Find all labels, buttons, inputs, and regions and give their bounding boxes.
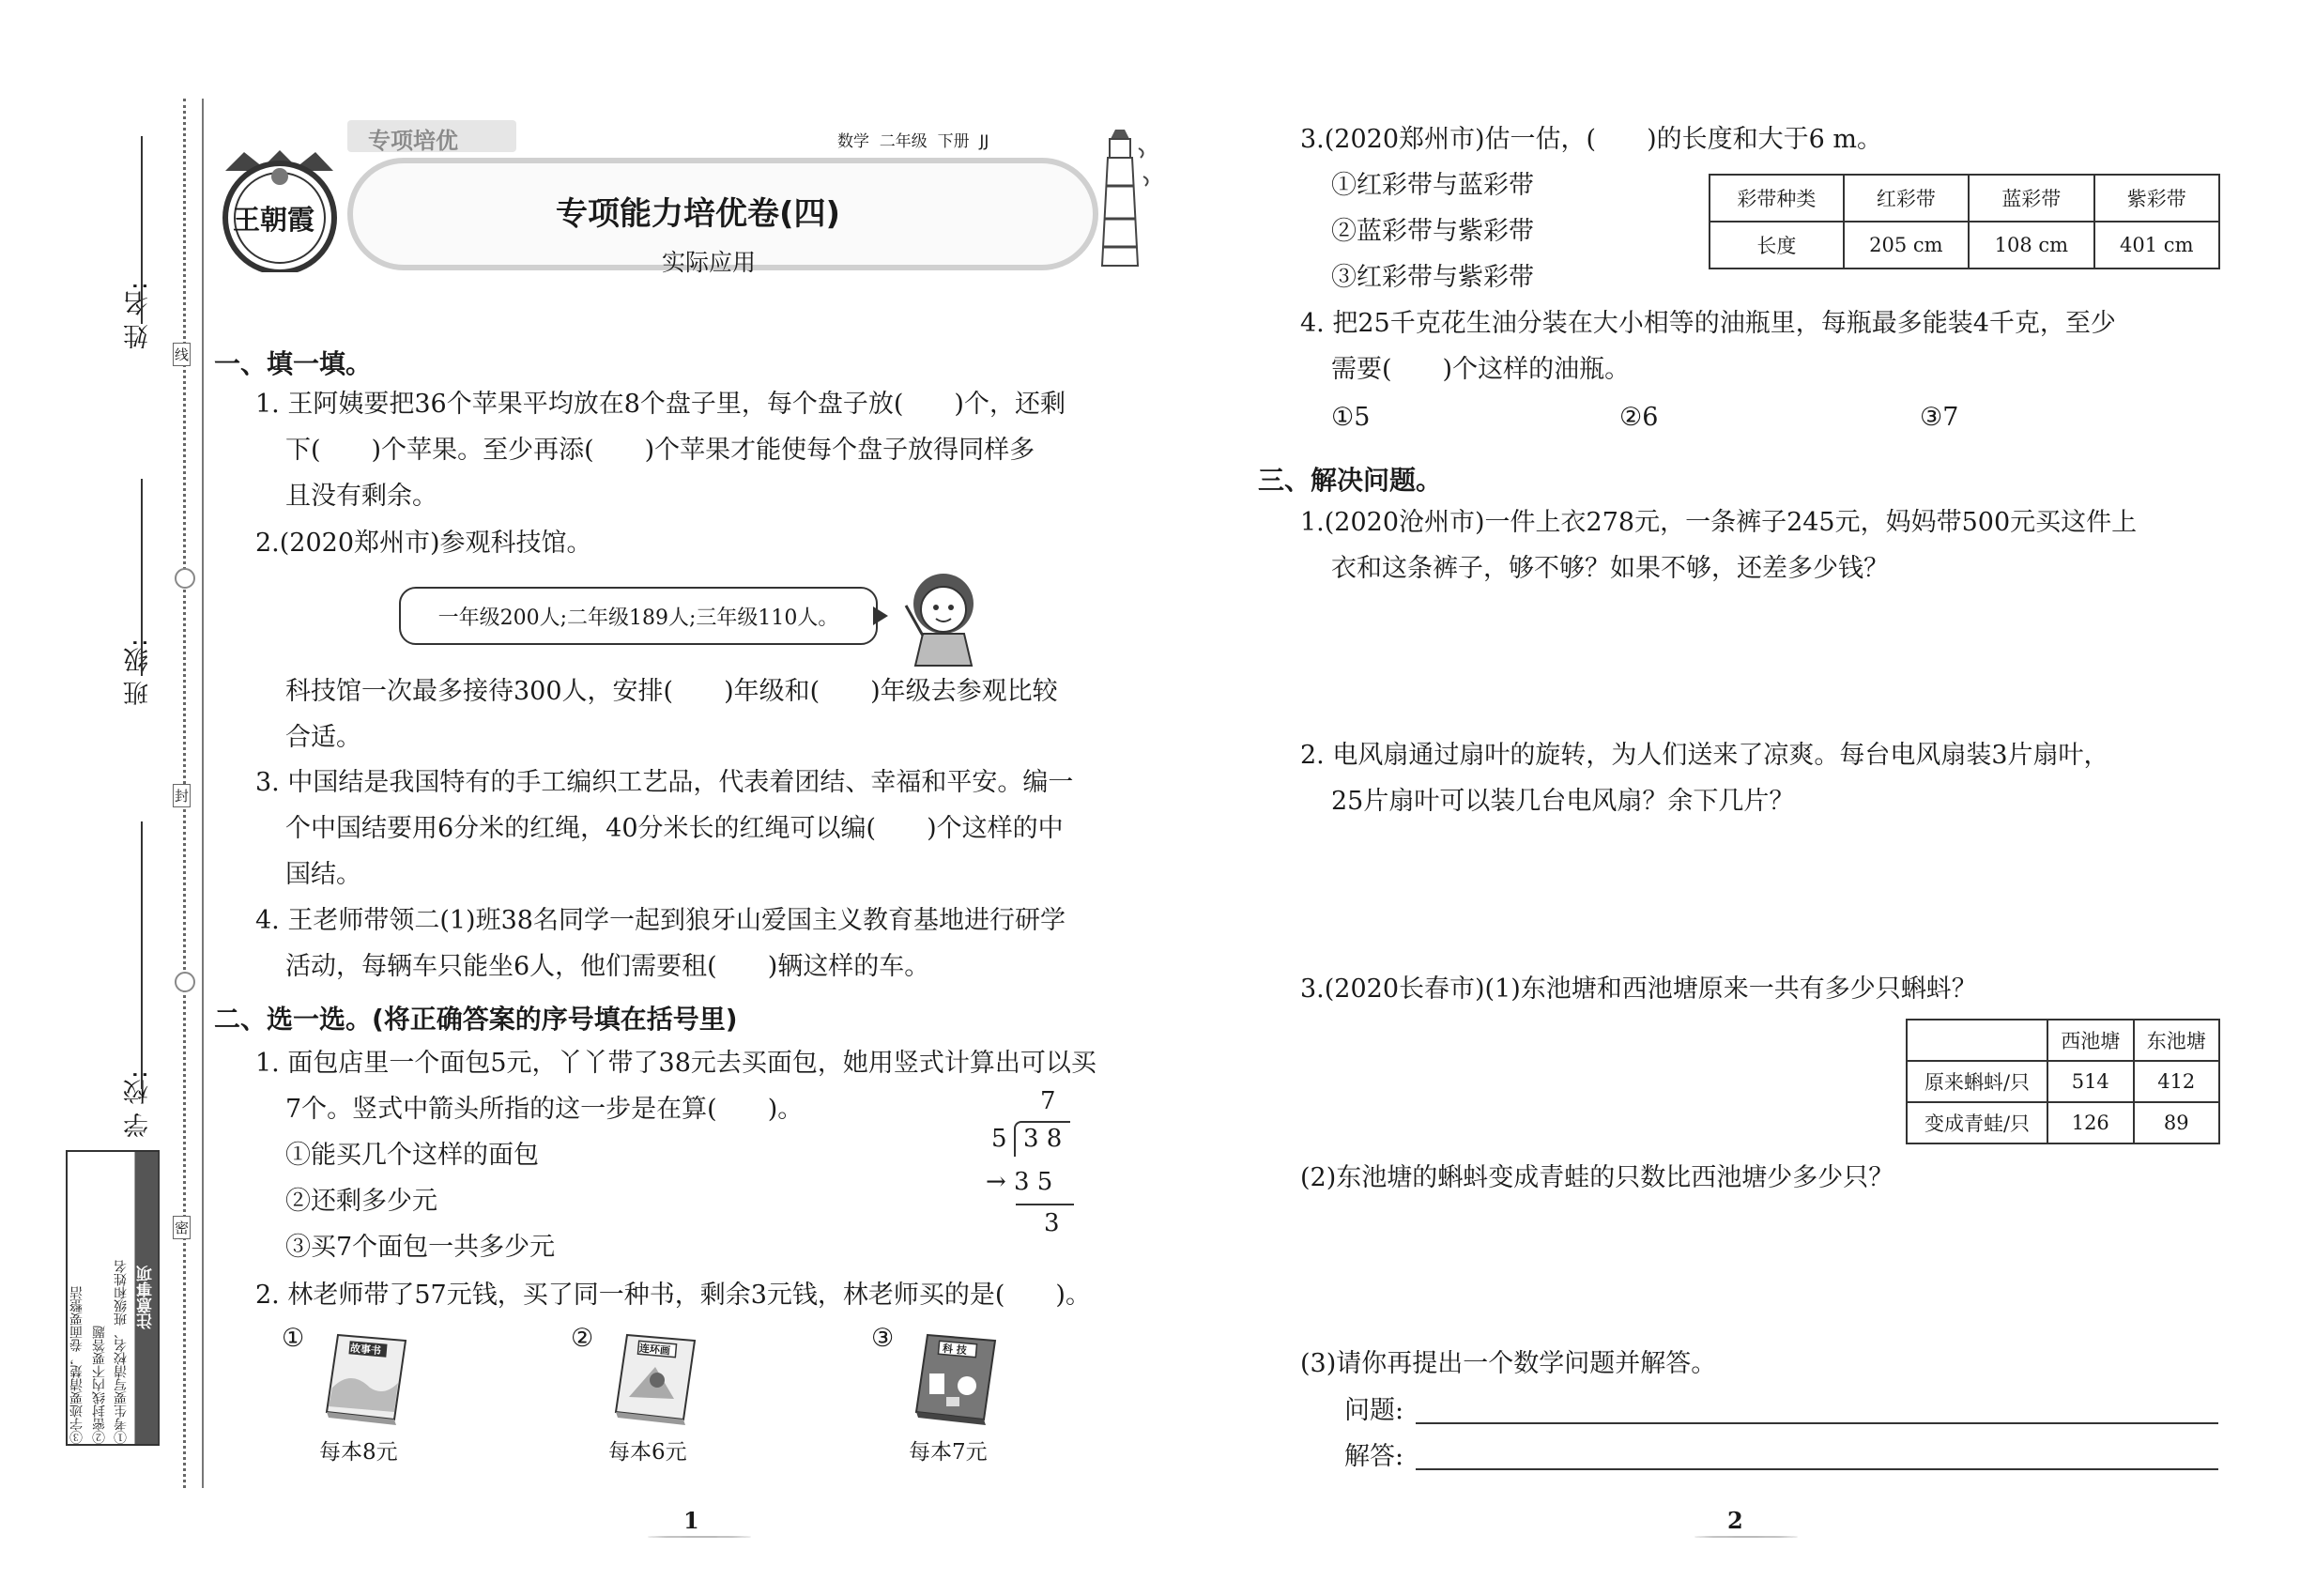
class-label: 班 级: [124,638,153,706]
section-choose: 二、选一选。(将正确答案的序号填在括号里) [214,1004,738,1035]
question-1-line2: 下( )个苹果。至少再添( )个苹果才能使每个盘子放得同样多 [285,436,1035,465]
notice-item: ③字迹要清楚，卷面要整洁 [69,1286,84,1444]
question-3-line2: 个中国结要用6分米的红绳，40分米长的红绳可以编( )个这样的中 [285,814,1064,843]
book-cover-title: 科 技 [942,1342,968,1358]
question-2b-line1: 科技馆一次最多接待300人，安排( )年级和( )年级去参观比较 [285,677,1058,706]
header-banner [207,113,1164,277]
long-division [986,1087,1089,1251]
question-2: 2.(2020郑州市)参观科技馆。 [255,529,592,558]
problem-2-line2: 25片扇叶可以装几台电风扇？余下几片？ [1331,787,1795,816]
choice-1-line1: 1. 面包店里一个面包5元，丫丫带了38元去买面包，她用竖式计算出可以买 [255,1049,1096,1078]
ribbon-header: 红彩带 [1844,175,1969,222]
brand-name: 王朝霞 [233,204,315,236]
notice-item: ②密封线内不要答题 [91,1326,107,1444]
ribbon-value: 401 cm [2094,222,2219,269]
binding-hole-icon [175,972,195,992]
problem-3-part2: (2)东池塘的蝌蚪变成青蛙的只数比西池塘少多少只？ [1300,1163,1894,1192]
choice-1-option[interactable]: ①能买几个这样的面包 [285,1141,539,1170]
choice-3-option[interactable]: ①红彩带与蓝彩带 [1331,171,1534,200]
binding-hole-icon [175,568,195,589]
book-icon [909,1331,1003,1425]
question-3-line3: 国结。 [285,860,361,889]
brand-sub: 专项培优 [368,128,458,154]
mark-line: 线 [173,343,191,366]
page-subtitle: 实际应用 [662,249,757,276]
page-ornament-icon [1694,1536,1798,1538]
ribbon-header: 紫彩带 [2094,175,2219,222]
division-product: 3 5 [1014,1168,1053,1196]
question-4-line2: 活动，每辆车只能坐6人，他们需要租( )辆这样的车。 [285,952,930,981]
problem-1-line1: 1.(2020沧州市)一件上衣278元，一条裤子245元，妈妈带500元买这件上 [1300,508,2138,537]
division-dividend: 3 8 [1023,1125,1063,1153]
speech-text: 一年级200人;二年级189人;三年级110人。 [437,606,839,630]
binding-strip [0,0,197,1596]
pond-value: 126 [2047,1102,2134,1143]
ribbon-value: 205 cm [1844,222,1969,269]
fold-line [202,99,204,1488]
book-icon [319,1331,413,1425]
division-remainder: 3 [1044,1209,1060,1237]
choice-2: 2. 林老师带了57元钱，买了同一种书，剩余3元钱，林老师买的是( )。 [255,1281,1091,1310]
pond-value: 412 [2134,1061,2220,1102]
question-1-line1: 1. 王阿姨要把36个苹果平均放在8个盘子里，每个盘子放( )个，还剩 [255,390,1066,419]
ribbon-row-label: 长度 [1710,222,1844,269]
ribbon-header: 蓝彩带 [1969,175,2093,222]
pond-row-label: 原来蝌蚪/只 [1907,1061,2047,1102]
speech-bubble [399,587,878,645]
girl-icon [897,568,990,670]
pond-row-label: 变成青蛙/只 [1907,1102,2047,1143]
ribbon-value: 108 cm [1969,222,2093,269]
book-price: 每本7元 [909,1440,988,1465]
notice-title: 注意事项 [134,1152,158,1444]
section-fill-in: 一、填一填。 [214,348,373,379]
question-1-line3: 且没有剩余。 [285,482,437,511]
choice-4-option[interactable]: ①5 [1331,403,1371,432]
book-cover-title: 连环画 [638,1342,671,1358]
division-arrow: → [986,1168,1006,1196]
choice-1-option[interactable]: ③买7个面包一共多少元 [285,1233,556,1262]
answer-prompt-label: 解答: [1344,1442,1404,1471]
pond-table [1906,1019,2220,1144]
book-number: ② [571,1324,594,1353]
pond-header [1907,1020,2047,1061]
answer-line[interactable] [1416,1468,2218,1470]
book-option-3[interactable] [871,1324,1021,1465]
problem-3-part1: 3.(2020长春市)(1)东池塘和西池塘原来一共有多少只蝌蚪？ [1300,974,1977,1004]
pond-header: 东池塘 [2134,1020,2220,1061]
book-price: 每本6元 [608,1440,687,1465]
division-divisor: 5 [991,1125,1007,1153]
question-prompt-label: 问题: [1344,1396,1404,1425]
choice-3-option[interactable]: ③红彩带与紫彩带 [1331,263,1534,292]
pond-value: 514 [2047,1061,2134,1102]
notice-item: ①考生要写清校名、班级和姓名 [114,1260,130,1444]
book-icon [608,1331,702,1425]
ribbon-table [1709,174,2220,269]
name-label: 姓 名: [124,282,153,349]
notice-box [66,1150,160,1446]
ribbon-header: 彩带种类 [1710,175,1844,222]
problem-2-line1: 2. 电风扇通过扇叶的旋转，为人们送来了凉爽。每台电风扇装3片扇叶， [1300,741,2109,770]
page-title: 专项能力培优卷(四) [556,195,841,233]
brand-logo [207,150,352,272]
mark-seal: 封 [173,784,191,807]
book-cover-title: 故事书 [349,1342,382,1358]
book-number: ③ [871,1324,895,1353]
choice-1-line2: 7个。竖式中箭头所指的这一步是在算( )。 [285,1095,804,1124]
speech-tail-icon [873,606,888,625]
pond-header: 西池塘 [2047,1020,2134,1061]
section-solve: 三、解决问题。 [1258,465,1443,496]
page-number-1: 1 [683,1507,699,1534]
division-quotient: 7 [1040,1087,1056,1115]
mark-secret: 密 [173,1216,191,1239]
choice-4-line1: 4. 把25千克花生油分装在大小相等的油瓶里，每瓶最多能装4千克，至少 [1300,309,2116,338]
book-option-1[interactable] [282,1324,432,1465]
page-ornament-icon [648,1536,751,1538]
choice-1-option[interactable]: ②还剩多少元 [285,1187,437,1216]
book-option-2[interactable] [571,1324,721,1465]
class-line[interactable] [141,479,143,676]
pond-value: 89 [2134,1102,2220,1143]
question-3-line1: 3. 中国结是我国特有的手工编织工艺品，代表着团结、幸福和平安。编一 [255,768,1074,797]
book-price: 每本8元 [319,1440,398,1465]
problem-1-line2: 衣和这条裤子，够不够？如果不够，还差多少钱？ [1331,554,1889,583]
name-line[interactable] [141,136,143,324]
choice-4-option[interactable]: ②6 [1619,403,1659,432]
subject-info: 数学 二年级 下册 JJ [837,132,989,151]
school-line[interactable] [141,821,143,1089]
choice-3: 3.(2020郑州市)估一估，( )的长度和大于6 m。 [1300,125,1882,154]
question-2b-line2: 合适。 [285,723,361,752]
choice-3-option[interactable]: ②蓝彩带与紫彩带 [1331,217,1534,246]
lighthouse-icon [1087,130,1153,274]
question-4-line1: 4. 王老师带领二(1)班38名同学一起到狼牙山爱国主义教育基地进行研学 [255,906,1066,935]
choice-4-option[interactable]: ③7 [1920,403,1959,432]
school-label: 学 校: [124,1070,153,1138]
question-answer-line[interactable] [1416,1422,2218,1424]
book-number: ① [282,1324,305,1353]
choice-4-line2: 需要( )个这样的油瓶。 [1331,355,1631,384]
problem-3-part3: (3)请你再提出一个数学问题并解答。 [1300,1349,1717,1378]
division-rule [1016,1204,1074,1205]
page-number-2: 2 [1727,1507,1743,1534]
